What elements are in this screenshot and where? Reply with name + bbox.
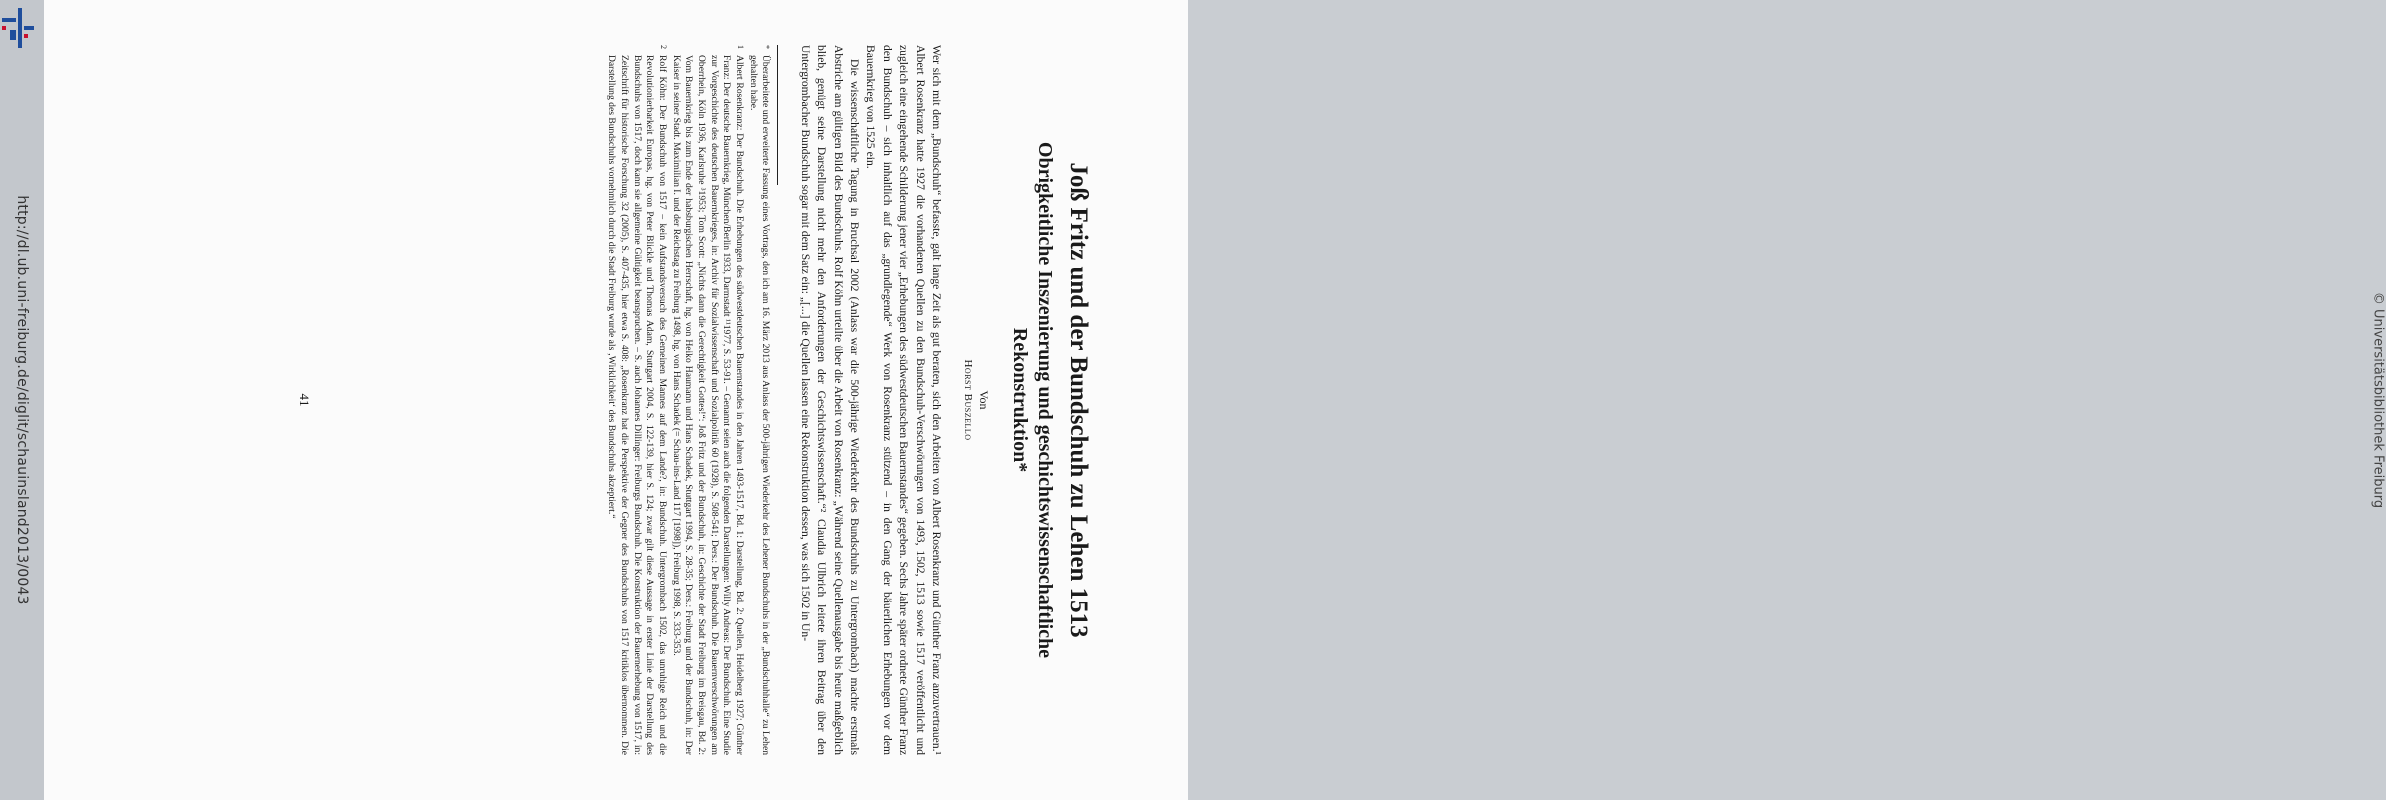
article-body [796, 45, 944, 755]
von-label: Von [977, 390, 992, 410]
article-title: Joß Fritz und der Bundschuh zu Lehen 1513 [1065, 162, 1092, 638]
footnote-text: Rolf Köhn: Der Bundschuh von 1517 – kein Aufstandsversuch des Gemeinen Mannes auf dem Lande?, in: Bundschuh. Untergrombach 1502, das unruhige Reich und die Revolutionierbarkeit Europas, hg. von Peter Blickle und Thomas Adam, Stuttgart 2004, S. 122-139, hier S. 124; zwar gilt diese Aussage in erster Linie der Darstellung des Bundschuhs von 1517, doch kann sie allgemeine Gültigkeit beanspruchen. – S. auch Johannes Dillinger: Freiburgs Bundschuh. Die Konstruktion der Bauernerhebung von 1517, in: Zeitschrift für historische Forschung 32 (2005), S. 407-435, hier etwa S. 408: „Rosenkranz hat die Perspektive der Gegner des Bundschuhs von 1517 kritiklos übernommen. Die Darstellung des Bundschuhs vornehmlich durch die Stadt Freiburg wurde als ‚Wirklichkeit‘ des Bundschuhs akzeptiert.“ [606, 55, 668, 755]
body-paragraph-1: Wer sich mit dem „Bundschuh“ befasste, galt lange Zeit als gut beraten, sich den Arbeiten von Albert Rosenkranz und Günther Franz anzuvertrauen.¹ Albert Rosenkranz hatte 1927 die vorhandenen Quellen zu den Bundschuh-Verschwörungen von 1493, 1502, 1513 sowie 1517 veröffentlicht und zugleich eine eingehende Schilderung jener vier „Erhebungen des südwestdeutschen Bauernstandes“ gegeben. Sechs Jahre später ordnete Günther Franz den Bundschuh – sich inhaltlich auf das „grundlegende“ Werk von Rosenkranz stützend – in den Gang der bäuerlichen Erhebungen vor dem Bauernkrieg von 1525 ein. [864, 45, 944, 755]
footnote-text: Albert Rosenkranz: Der Bundschuh. Die Erhebungen des südwestdeutschen Bauernstandes in den Jahren 1493-1517, Bd. 1: Darstellung, Bd. 2: Quellen, Heidelberg 1927; Günther Franz: Der deutsche Bauernkrieg, München/Berlin 1933, Darmstadt ¹¹1977, S. 53-91. – Genannt seien auch die folgenden Darstellungen: Willy Andreas: Der Bundschuh. Eine Studie zur Vorgeschichte des deutschen Bauernkrieges, in: Archiv für Sozialwissenschaft und Sozialpolitik 60 (1928), S. 508-541; Ders.: Der Bundschuh. Die Bauernverschwörungen am Oberrhein, Köln 1936, Karlsruhe ³1953; Tom Scott: „Nichts dann die Gerechtigkeit Gottes!“: Joß Fritz und der Bundschuh, in: Geschichte der Stadt Freiburg im Breisgau, Bd. 2: Vom Bauernkrieg bis zum Ende der habsburgischen Herrschaft, hg. von Heiko Haumann und Hans Schadek, Stuttgart 1994, S. 28-35; Ders.: Freiburg und der Bundschuh, in: Der Kaiser in seiner Stadt. Maximilian I. und der Reichstag zu Freiburg 1498, hg. von Hans Schadek (= Schau-ins-Land 117 [1998]), Freiburg 1998, S. 333-353. [670, 55, 745, 755]
author-name: Horst Buszello [962, 359, 975, 441]
subtitle-line2: Rekonstruktion* [1009, 327, 1032, 473]
article-subtitle [1007, 45, 1057, 755]
footnote-mark: * [762, 45, 772, 49]
rotated-page-content [64, 5, 1114, 795]
document-url[interactable]: http://dl.ub.uni-freiburg.de/diglit/schauinsland2013/0043 [14, 195, 30, 605]
footnote-text: Überarbeitete und erweiterte Fassung eines Vortrags, den ich am 16. März 2013 aus Anlass der 500-jährigen Wiederkehr des Lehener Bundschuhs in der „Bundschuhhalle“ zu Lehen gehalten habe. [747, 55, 772, 755]
footnote-mark: 1 [735, 45, 745, 49]
subtitle-line1: Obrigkeitliche Inszenierung und geschichtswissenschaftliche [1034, 141, 1057, 659]
page-number: 41 [297, 393, 312, 407]
right-viewer-strip [1188, 0, 2386, 800]
library-logo-icon [2, 8, 38, 48]
footnote-divider [777, 45, 778, 185]
footnotes [605, 45, 772, 755]
footnote-item [669, 45, 745, 755]
left-viewer-strip [0, 0, 44, 800]
footnote-mark: 2 [658, 45, 668, 49]
body-paragraph-2: Die wissenschaftliche Tagung in Bruchsal 2002 (Anlass war die 500-jährige Wiederkehr des Bundschuhs zu Untergrombach) machte erstmals Abstriche am gültigen Bild des Bundschuhs. Rolf Köhn urteilte über die Arbeit von Rosenkranz: „Während seine Quellenausgabe bis heute maßgeblich blieb, genügt seine Darstellung nicht mehr den Anforderungen der Geschichtswissenschaft.“² Claudia Ulbrich leitete ihren Beitrag über den Untergrombacher Bundschuh sogar mit dem Satz ein: „[...] die Quellen lassen eine Rekonstruktion dessen, was sich 1502 in Un- [798, 45, 861, 755]
footnote-item [746, 45, 771, 755]
footnote-item [605, 45, 668, 755]
copyright-credit: © Universitätsbibliothek Freiburg [2370, 291, 2386, 509]
